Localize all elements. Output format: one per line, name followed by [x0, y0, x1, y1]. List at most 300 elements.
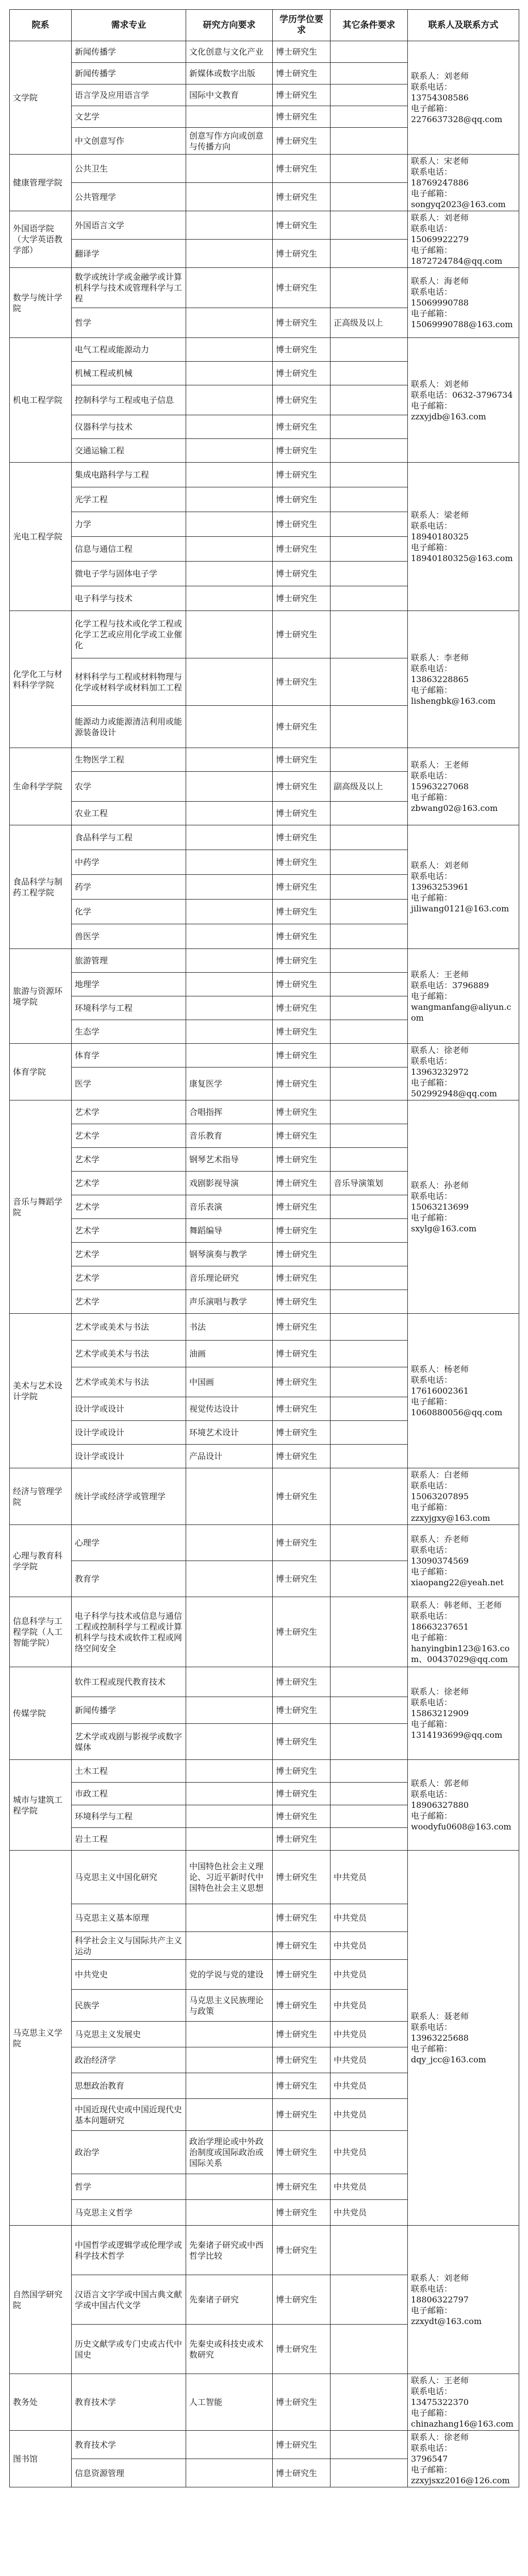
- degree-cell: 博士研究生: [273, 1044, 331, 1067]
- other-requirement-cell: [331, 463, 408, 487]
- other-requirement-cell: [331, 1783, 408, 1805]
- degree-cell: 博士研究生: [273, 748, 331, 772]
- degree-cell: 博士研究生: [273, 84, 331, 106]
- major-cell: 教育学: [72, 1561, 186, 1597]
- degree-cell: 博士研究生: [273, 1243, 331, 1266]
- other-requirement-cell: [331, 1468, 408, 1525]
- major-cell: 艺术学: [72, 1290, 186, 1314]
- degree-cell: 博士研究生: [273, 1904, 331, 1932]
- other-requirement-cell: [331, 1290, 408, 1314]
- other-requirement-cell: 中共党员: [331, 2131, 408, 2174]
- degree-cell: 博士研究生: [273, 2275, 331, 2325]
- other-requirement-cell: [331, 268, 408, 308]
- contact-cell: 联系人：徐老师 联系电话： 15863212909 电子邮箱： 1314193699@qq.com: [408, 1667, 519, 1760]
- degree-cell: 博士研究生: [273, 1314, 331, 1341]
- degree-cell: 博士研究生: [273, 385, 331, 415]
- degree-cell: 博士研究生: [273, 1290, 331, 1314]
- direction-cell: 马克思主义民族理论与政策: [186, 1990, 273, 2022]
- direction-cell: [186, 924, 273, 949]
- other-requirement-cell: [331, 1525, 408, 1561]
- college-cell: 文学院: [10, 41, 72, 155]
- direction-cell: 戏剧影视导演: [186, 1172, 273, 1195]
- header-direction: 研究方向要求: [186, 10, 273, 41]
- other-requirement-cell: [331, 106, 408, 128]
- major-cell: 思想政治教育: [72, 2073, 186, 2099]
- degree-cell: 博士研究生: [273, 706, 331, 748]
- degree-cell: 博士研究生: [273, 1851, 331, 1904]
- college-cell: 外国语学院（大学英语教学部）: [10, 211, 72, 268]
- degree-cell: 博士研究生: [273, 973, 331, 996]
- other-requirement-cell: [331, 2226, 408, 2275]
- degree-cell: 博士研究生: [273, 1760, 331, 1783]
- degree-cell: 博士研究生: [273, 537, 331, 562]
- degree-cell: 博士研究生: [273, 1724, 331, 1760]
- contact-cell: 联系人：刘老师 联系电话： 15069922279 电子邮箱： 1872724784@qq.com: [408, 211, 519, 268]
- direction-cell: [186, 1597, 273, 1667]
- major-cell: 软件工程或现代教育技术: [72, 1667, 186, 1697]
- major-cell: 历史文献学或专门史或古代中国史: [72, 2325, 186, 2374]
- other-requirement-cell: 中共党员: [331, 2073, 408, 2099]
- direction-cell: [186, 1697, 273, 1724]
- degree-cell: 博士研究生: [273, 2174, 331, 2200]
- contact-cell: 联系人：刘老师 联系电话：0632-3796734 电子邮箱： zzxyjdb@163.com: [408, 338, 519, 463]
- degree-cell: 博士研究生: [273, 439, 331, 463]
- contact-cell: 联系人：海老师 联系电话： 15069990788 电子邮箱： 15069990788@163.com: [408, 268, 519, 338]
- other-requirement-cell: [331, 1445, 408, 1468]
- degree-cell: 博士研究生: [273, 2047, 331, 2073]
- direction-cell: 舞蹈编导: [186, 1219, 273, 1243]
- degree-cell: 博士研究生: [273, 2131, 331, 2174]
- degree-cell: 博士研究生: [273, 562, 331, 586]
- direction-cell: [186, 1525, 273, 1561]
- degree-cell: 博士研究生: [273, 1341, 331, 1367]
- major-cell: 旅游管理: [72, 949, 186, 973]
- other-requirement-cell: [331, 748, 408, 772]
- degree-cell: 博士研究生: [273, 658, 331, 706]
- contact-cell: 联系人：刘老师 联系电话： 13963253961 电子邮箱： jiliwang0121@163.com: [408, 825, 519, 949]
- major-cell: 公共管理学: [72, 183, 186, 211]
- major-cell: 土木工程: [72, 1760, 186, 1783]
- other-requirement-cell: [331, 240, 408, 268]
- other-requirement-cell: [331, 706, 408, 748]
- direction-cell: [186, 1783, 273, 1805]
- major-cell: 艺术学: [72, 1195, 186, 1219]
- major-cell: 心理学: [72, 1525, 186, 1561]
- direction-cell: 油画: [186, 1341, 273, 1367]
- major-cell: 艺术学或美术与书法: [72, 1314, 186, 1341]
- table-row: [10, 463, 519, 487]
- other-requirement-cell: [331, 1597, 408, 1667]
- direction-cell: [186, 106, 273, 128]
- direction-cell: [186, 338, 273, 362]
- direction-cell: [186, 2431, 273, 2459]
- direction-cell: 康复医学: [186, 1067, 273, 1100]
- direction-cell: [186, 586, 273, 611]
- major-cell: 电子科学与技术: [72, 586, 186, 611]
- other-requirement-cell: 音乐导演策划: [331, 1172, 408, 1195]
- degree-cell: 博士研究生: [273, 41, 331, 63]
- major-cell: 数学或统计学或金融学或计算机科学与技术或管理科学与工程: [72, 268, 186, 308]
- major-cell: 设计学或设计: [72, 1421, 186, 1445]
- major-cell: 环境科学与工程: [72, 1805, 186, 1828]
- other-requirement-cell: [331, 1266, 408, 1290]
- degree-cell: 博士研究生: [273, 463, 331, 487]
- college-cell: 旅游与资源环境学院: [10, 949, 72, 1044]
- contact-cell: 联系人：徐老师 联系电话： 3796547 电子邮箱： zzxyjsxz2016@126.com: [408, 2431, 519, 2487]
- direction-cell: [186, 900, 273, 924]
- other-requirement-cell: [331, 1243, 408, 1266]
- degree-cell: 博士研究生: [273, 338, 331, 362]
- direction-cell: [186, 658, 273, 706]
- direction-cell: [186, 1760, 273, 1783]
- direction-cell: [186, 1828, 273, 1851]
- other-requirement-cell: [331, 1219, 408, 1243]
- table-row: [10, 949, 519, 973]
- other-requirement-cell: [331, 155, 408, 183]
- degree-cell: 博士研究生: [273, 2374, 331, 2431]
- other-requirement-cell: [331, 183, 408, 211]
- direction-cell: 合唱指挥: [186, 1100, 273, 1124]
- degree-cell: 博士研究生: [273, 1828, 331, 1851]
- other-requirement-cell: [331, 2459, 408, 2487]
- major-cell: 中共党史: [72, 1960, 186, 1990]
- major-cell: 设计学或设计: [72, 1397, 186, 1421]
- table-row: [10, 268, 519, 308]
- direction-cell: [186, 2073, 273, 2099]
- degree-cell: 博士研究生: [273, 2022, 331, 2047]
- major-cell: 能源动力或能源清洁利用或能源装备设计: [72, 706, 186, 748]
- direction-cell: [186, 537, 273, 562]
- college-cell: 数学与统计学院: [10, 268, 72, 338]
- major-cell: 马克思主义基本原理: [72, 1904, 186, 1932]
- other-requirement-cell: [331, 2275, 408, 2325]
- other-requirement-cell: 中共党员: [331, 2099, 408, 2131]
- degree-cell: 博士研究生: [273, 1561, 331, 1597]
- direction-cell: [186, 439, 273, 463]
- other-requirement-cell: [331, 924, 408, 949]
- contact-cell: 联系人：刘老师 联系电话： 13754308586 电子邮箱： 2276637328@qq.com: [408, 41, 519, 155]
- table-row: [10, 211, 519, 240]
- other-requirement-cell: [331, 63, 408, 84]
- degree-cell: 博士研究生: [273, 1597, 331, 1667]
- major-cell: 汉语言文字学或中国古典文献学或中国古代文学: [72, 2275, 186, 2325]
- college-cell: 音乐与舞蹈学院: [10, 1100, 72, 1314]
- other-requirement-cell: [331, 875, 408, 900]
- degree-cell: 博士研究生: [273, 2099, 331, 2131]
- major-cell: 民族学: [72, 1990, 186, 2022]
- major-cell: 新闻传播学: [72, 63, 186, 84]
- major-cell: 艺术学: [72, 1172, 186, 1195]
- major-cell: 教育技术学: [72, 2374, 186, 2431]
- college-cell: 光电工程学院: [10, 463, 72, 611]
- other-requirement-cell: [331, 850, 408, 875]
- degree-cell: 博士研究生: [273, 268, 331, 308]
- degree-cell: 博士研究生: [273, 362, 331, 385]
- direction-cell: [186, 1724, 273, 1760]
- direction-cell: [186, 996, 273, 1020]
- direction-cell: 音乐表演: [186, 1195, 273, 1219]
- direction-cell: [186, 825, 273, 850]
- direction-cell: [186, 949, 273, 973]
- contact-cell: 联系人：韩老师、王老师 联系电话： 18663237651 电子邮箱： hanyingbin123@163.com、00437029@qq.com: [408, 1597, 519, 1667]
- contact-cell: 联系人：梁老师 联系电话： 18940180325 电子邮箱： 18940180325@163.com: [408, 463, 519, 611]
- table-row: [10, 1044, 519, 1067]
- degree-cell: 博士研究生: [273, 802, 331, 825]
- direction-cell: 音乐理论研究: [186, 1266, 273, 1290]
- direction-cell: 人工智能: [186, 2374, 273, 2431]
- direction-cell: 国际中文教育: [186, 84, 273, 106]
- degree-cell: 博士研究生: [273, 1367, 331, 1397]
- major-cell: 微电子学与固体电子学: [72, 562, 186, 586]
- other-requirement-cell: [331, 362, 408, 385]
- table-row: [10, 41, 519, 63]
- major-cell: 环境科学与工程: [72, 996, 186, 1020]
- degree-cell: 博士研究生: [273, 1219, 331, 1243]
- major-cell: 电气工程或能源动力: [72, 338, 186, 362]
- table-row: [10, 1468, 519, 1525]
- major-cell: 地理学: [72, 973, 186, 996]
- other-requirement-cell: [331, 996, 408, 1020]
- direction-cell: [186, 973, 273, 996]
- table-row: [10, 2374, 519, 2431]
- college-cell: 图书馆: [10, 2431, 72, 2487]
- other-requirement-cell: [331, 211, 408, 240]
- contact-cell: 联系人：李老师 联系电话： 13863228865 电子邮箱： lishengbk@163.com: [408, 611, 519, 748]
- major-cell: 教育技术学: [72, 2431, 186, 2459]
- other-requirement-cell: [331, 512, 408, 537]
- other-requirement-cell: [331, 1100, 408, 1124]
- degree-cell: 博士研究生: [273, 106, 331, 128]
- other-requirement-cell: [331, 415, 408, 439]
- direction-cell: [186, 706, 273, 748]
- direction-cell: [186, 1468, 273, 1525]
- degree-cell: 博士研究生: [273, 611, 331, 658]
- degree-cell: 博士研究生: [273, 2073, 331, 2099]
- other-requirement-cell: [331, 1421, 408, 1445]
- other-requirement-cell: 正高级及以上: [331, 308, 408, 338]
- college-cell: 机电工程学院: [10, 338, 72, 463]
- major-cell: 农业工程: [72, 802, 186, 825]
- direction-cell: 声乐演唱与教学: [186, 1290, 273, 1314]
- degree-cell: 博士研究生: [273, 1445, 331, 1468]
- other-requirement-cell: [331, 2431, 408, 2459]
- direction-cell: [186, 850, 273, 875]
- college-cell: 信息科学与工程学院（人工智能学院）: [10, 1597, 72, 1667]
- major-cell: 艺术学: [72, 1219, 186, 1243]
- direction-cell: 音乐教育: [186, 1124, 273, 1148]
- major-cell: 交通运输工程: [72, 439, 186, 463]
- other-requirement-cell: [331, 487, 408, 512]
- college-cell: 美术与艺术设计学院: [10, 1314, 72, 1468]
- other-requirement-cell: 中共党员: [331, 2022, 408, 2047]
- direction-cell: [186, 2047, 273, 2073]
- other-requirement-cell: 中共党员: [331, 2047, 408, 2073]
- other-requirement-cell: [331, 1148, 408, 1172]
- header-contact: 联系人及联系方式: [408, 10, 519, 41]
- direction-cell: 先秦诸子研究或中西哲学比较: [186, 2226, 273, 2275]
- degree-cell: 博士研究生: [273, 1148, 331, 1172]
- direction-cell: 钢琴艺术指导: [186, 1148, 273, 1172]
- direction-cell: 政治学理论或中外政治制度或国际政治或国际关系: [186, 2131, 273, 2174]
- college-cell: 化学化工与材料科学学院: [10, 611, 72, 748]
- degree-cell: 博士研究生: [273, 1805, 331, 1828]
- direction-cell: [186, 2022, 273, 2047]
- other-requirement-cell: 中共党员: [331, 1932, 408, 1960]
- college-cell: 生命科学学院: [10, 748, 72, 825]
- major-cell: 哲学: [72, 308, 186, 338]
- other-requirement-cell: 副高级及以上: [331, 772, 408, 802]
- other-requirement-cell: [331, 385, 408, 415]
- major-cell: 新闻传播学: [72, 1697, 186, 1724]
- college-cell: 马克思主义学院: [10, 1851, 72, 2226]
- degree-cell: 博士研究生: [273, 900, 331, 924]
- degree-cell: 博士研究生: [273, 772, 331, 802]
- major-cell: 兽医学: [72, 924, 186, 949]
- table-row: [10, 611, 519, 658]
- major-cell: 中国近现代史或中国近现代史基本问题研究: [72, 2099, 186, 2131]
- direction-cell: [186, 875, 273, 900]
- major-cell: 文艺学: [72, 106, 186, 128]
- major-cell: 机械工程或机械: [72, 362, 186, 385]
- direction-cell: [186, 2200, 273, 2226]
- degree-cell: 博士研究生: [273, 2431, 331, 2459]
- degree-cell: 博士研究生: [273, 1067, 331, 1100]
- degree-cell: 博士研究生: [273, 586, 331, 611]
- direction-cell: 党的学说与党的建设: [186, 1960, 273, 1990]
- direction-cell: 创意写作方向或创意与传播方向: [186, 128, 273, 155]
- major-cell: 岩土工程: [72, 1828, 186, 1851]
- direction-cell: [186, 562, 273, 586]
- degree-cell: 博士研究生: [273, 240, 331, 268]
- other-requirement-cell: 中共党员: [331, 1904, 408, 1932]
- major-cell: 艺术学: [72, 1243, 186, 1266]
- other-requirement-cell: 中共党员: [331, 2200, 408, 2226]
- other-requirement-cell: [331, 1724, 408, 1760]
- major-cell: 光学工程: [72, 487, 186, 512]
- direction-cell: [186, 611, 273, 658]
- college-cell: 教务处: [10, 2374, 72, 2431]
- major-cell: 生物医学工程: [72, 748, 186, 772]
- degree-cell: 博士研究生: [273, 1195, 331, 1219]
- major-cell: 信息与通信工程: [72, 537, 186, 562]
- contact-cell: 联系人：王老师 联系电话：3796889 电子邮箱： wangmanfang@aliyun.com: [408, 949, 519, 1044]
- major-cell: 中文创意写作: [72, 128, 186, 155]
- degree-cell: 博士研究生: [273, 1783, 331, 1805]
- degree-cell: 博士研究生: [273, 1100, 331, 1124]
- major-cell: 艺术学: [72, 1100, 186, 1124]
- direction-cell: 先秦史或科技史或术数研究: [186, 2325, 273, 2374]
- direction-cell: 新媒体或数字出版: [186, 63, 273, 84]
- major-cell: 材料科学与工程或材料物理与化学或材料学或材料加工工程: [72, 658, 186, 706]
- table-row: [10, 2226, 519, 2275]
- direction-cell: [186, 1044, 273, 1067]
- table-row: [10, 825, 519, 850]
- direction-cell: [186, 155, 273, 183]
- degree-cell: 博士研究生: [273, 183, 331, 211]
- table-row: [10, 1851, 519, 1904]
- major-cell: 语言学及应用语言学: [72, 84, 186, 106]
- major-cell: 艺术学: [72, 1124, 186, 1148]
- degree-cell: 博士研究生: [273, 1667, 331, 1697]
- degree-cell: 博士研究生: [273, 155, 331, 183]
- other-requirement-cell: [331, 1044, 408, 1067]
- college-cell: 城市与建筑工程学院: [10, 1760, 72, 1851]
- table-body: [10, 41, 519, 2487]
- major-cell: 中药学: [72, 850, 186, 875]
- other-requirement-cell: [331, 1828, 408, 1851]
- major-cell: 医学: [72, 1067, 186, 1100]
- degree-cell: 博士研究生: [273, 308, 331, 338]
- contact-cell: 联系人：白老师 联系电话： 15063207895 电子邮箱： zzxyjgxy@163.com: [408, 1468, 519, 1525]
- other-requirement-cell: [331, 439, 408, 463]
- direction-cell: 钢琴演奏与教学: [186, 1243, 273, 1266]
- recruitment-table: [9, 9, 519, 2487]
- major-cell: 艺术学: [72, 1148, 186, 1172]
- direction-cell: [186, 2174, 273, 2200]
- major-cell: 马克思主义哲学: [72, 2200, 186, 2226]
- direction-cell: [186, 1020, 273, 1044]
- major-cell: 农学: [72, 772, 186, 802]
- table-row: [10, 1667, 519, 1697]
- degree-cell: 博士研究生: [273, 1020, 331, 1044]
- direction-cell: [186, 1667, 273, 1697]
- header-major: 需求专业: [72, 10, 186, 41]
- major-cell: 信息资源管理: [72, 2459, 186, 2487]
- major-cell: 艺术学或美术与书法: [72, 1341, 186, 1367]
- major-cell: 化学: [72, 900, 186, 924]
- degree-cell: 博士研究生: [273, 1960, 331, 1990]
- header-college: 院系: [10, 10, 72, 41]
- degree-cell: 博士研究生: [273, 487, 331, 512]
- other-requirement-cell: [331, 1697, 408, 1724]
- degree-cell: 博士研究生: [273, 1468, 331, 1525]
- direction-cell: 书法: [186, 1314, 273, 1341]
- other-requirement-cell: [331, 900, 408, 924]
- table-row: [10, 1597, 519, 1667]
- direction-cell: 文化创意与文化产业: [186, 41, 273, 63]
- other-requirement-cell: [331, 2325, 408, 2374]
- degree-cell: 博士研究生: [273, 1124, 331, 1148]
- other-requirement-cell: [331, 1667, 408, 1697]
- other-requirement-cell: [331, 1367, 408, 1397]
- major-cell: 政治学: [72, 2131, 186, 2174]
- major-cell: 电子科学与技术或信息与通信工程或控制科学与工程或计算机科学与技术或软件工程或网络空间安全: [72, 1597, 186, 1667]
- other-requirement-cell: [331, 658, 408, 706]
- direction-cell: [186, 385, 273, 415]
- contact-cell: 联系人：王老师 联系电话： 13475322370 电子邮箱： chinazhang16@163.com: [408, 2374, 519, 2431]
- direction-cell: 中国特色社会主义理论、习近平新时代中国特色社会主义思想: [186, 1851, 273, 1904]
- other-requirement-cell: [331, 1195, 408, 1219]
- direction-cell: [186, 240, 273, 268]
- direction-cell: [186, 415, 273, 439]
- header-degree: 学历学位要求: [273, 10, 331, 41]
- other-requirement-cell: [331, 1805, 408, 1828]
- other-requirement-cell: [331, 973, 408, 996]
- other-requirement-cell: [331, 1561, 408, 1597]
- other-requirement-cell: [331, 1341, 408, 1367]
- other-requirement-cell: [331, 1124, 408, 1148]
- college-cell: 自然国学研究院: [10, 2226, 72, 2374]
- header-other: 其它条件要求: [331, 10, 408, 41]
- degree-cell: 博士研究生: [273, 1525, 331, 1561]
- degree-cell: 博士研究生: [273, 1932, 331, 1960]
- major-cell: 市政工程: [72, 1783, 186, 1805]
- direction-cell: [186, 2459, 273, 2487]
- major-cell: 科学社会主义与国际共产主义运动: [72, 1932, 186, 1960]
- major-cell: 化学工程与技术或化学工程或化学工艺或应用化学或工业催化: [72, 611, 186, 658]
- other-requirement-cell: [331, 338, 408, 362]
- degree-cell: 博士研究生: [273, 924, 331, 949]
